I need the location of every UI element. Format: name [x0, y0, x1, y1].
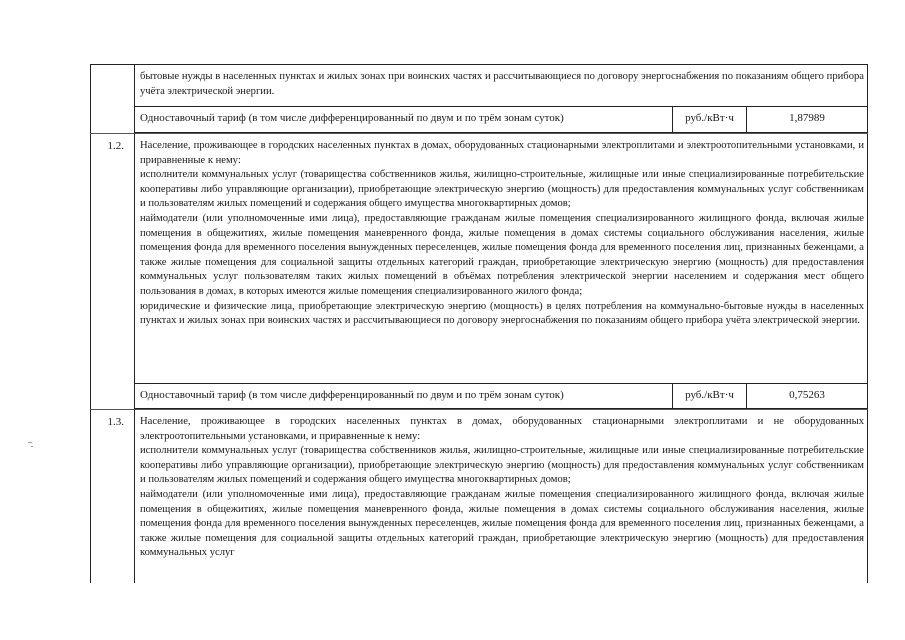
tariff-value: 1,87989	[789, 112, 825, 124]
row-number: 1.3.	[107, 416, 124, 428]
tariff-label: Одноставочный тариф (в том числе дифференцированный по двум и по трём зонам суток)	[140, 112, 564, 124]
tariff-label: Одноставочный тариф (в том числе дифференцированный по двум и по трём зонам суток)	[140, 389, 564, 401]
tariff-value: 0,75263	[789, 389, 825, 401]
row-paragraph: исполнители коммунальных услуг (товарищества собственников жилья, жилищно-строительные, жилищные или иные специализированные потребительские кооперативы либо управляющие организации), приобретающие электрическую энергию (мощность) для предоставления коммунальных услуг собственникам и пользователям жилых помещений и содержания общего имущества многоквартирных домов;	[140, 445, 864, 486]
row-number: 1.2.	[107, 140, 124, 152]
row-paragraph: исполнители коммунальных услуг (товарищества собственников жилья, жилищно-строительные, жилищные или иные специализированные потребительские кооперативы либо управляющие организации), приобретающие электрическую энергию (мощность) для предоставления коммунальных услуг собственникам и пользователям жилых помещений и содержания общего имущества многоквартирных домов;	[140, 169, 864, 210]
row-separator	[134, 383, 868, 384]
row-description	[140, 415, 864, 583]
scan-speck	[28, 442, 32, 443]
row-paragraph: наймодатели (или уполномоченные ими лица), предоставляющие гражданам жилые помещения специализированного жилищного фонда, включая жилые помещения в общежитиях, жилые помещения маневренного фонда, жилые помещения в домах системы социального обслуживания населения, жилые помещения фонда для временного поселения вынужденных переселенцев, жилые помещения фонда для временного поселения лиц, признанных беженцами, а также жилые помещения для социальной защиты отдельных категорий граждан, приобретающие электрическую энергию (мощность) для предоставления коммунальных услуг пользователям таких жилых помещений в объёмах потребления электрической энергии населением и содержания мест общего пользования в домах, в которых имеются жилые помещения специализированного жилого фонда;	[140, 212, 864, 297]
table-left-border	[90, 64, 91, 583]
table-right-border	[867, 64, 868, 583]
row-paragraph: Население, проживающее в городских населенных пунктах в домах, оборудованных стационарными электроплитами и не оборудованных электроотопительными установками, и приравненные к нему:	[140, 416, 864, 442]
row-description	[140, 139, 864, 329]
number-column-divider	[134, 64, 135, 583]
row-paragraph: наймодатели (или уполномоченные ими лица), предоставляющие гражданам жилые помещения специализированного жилищного фонда, включая жилые помещения в общежитиях, жилые помещения маневренного фонда, жилые помещения в домах системы социального обслуживания населения, жилые помещения фонда для временного поселения вынужденных переселенцев, жилые помещения фонда для временного поселения лиц, признанных беженцами, а также жилые помещения для социальной защиты отдельных категорий граждан, приобретающие электрическую энергию (мощность) для предоставления коммунальных услуг	[140, 488, 864, 559]
row-separator	[90, 409, 868, 410]
continuation-text	[140, 70, 864, 99]
tariff-unit: руб./кВт·ч	[685, 389, 734, 401]
scan-speck	[31, 446, 33, 447]
row-paragraph: Население, проживающее в городских населенных пунктах в домах, оборудованных стационарными электроплитами и электроотопительными установками, и приравненные к нему:	[140, 140, 864, 166]
continuation-paragraph: бытовые нужды в населенных пунктах и жилых зонах при воинских частях и рассчитывающиеся по договору энергоснабжения по показаниям общего прибора учёта электрической энергии.	[140, 71, 864, 97]
table-top-border	[90, 64, 868, 65]
row-separator	[134, 106, 868, 107]
row-separator	[90, 133, 868, 134]
tariff-unit: руб./кВт·ч	[685, 112, 734, 124]
row-paragraph: юридические и физические лица, приобретающие электрическую энергию (мощность) в целях потребления на коммунально-бытовые нужды в населенных пунктах и жилых зонах при воинских частях и рассчитывающиеся по договору энергоснабжения по показаниям общего прибора учёта электрической энергии.	[140, 300, 864, 327]
